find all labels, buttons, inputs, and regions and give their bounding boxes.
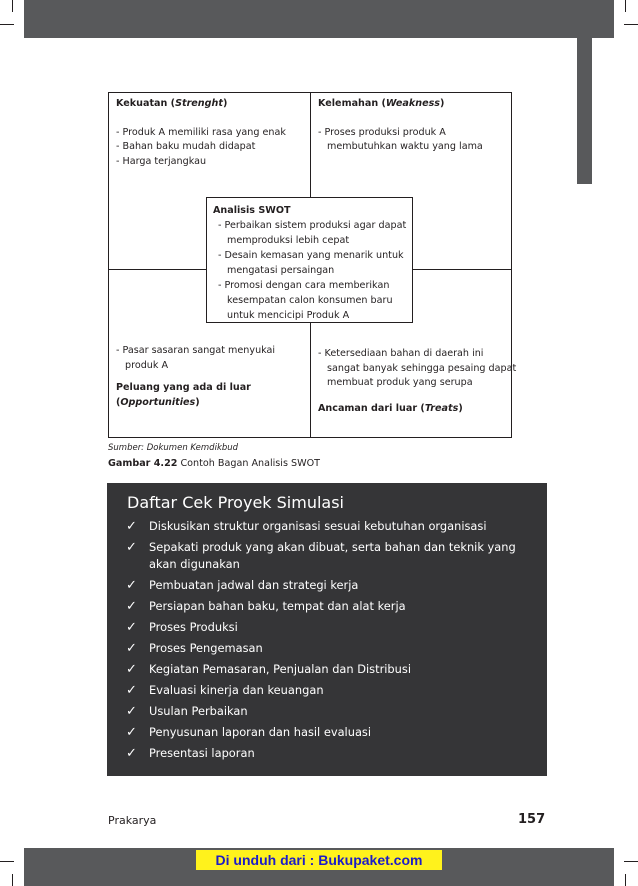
threat-heading: Ancaman dari luar (Treats) [318, 402, 463, 414]
threat-item: - Ketersediaan bahan di daerah ini [318, 348, 484, 359]
center-box-line: mengatasi persaingan [227, 265, 335, 276]
checklist-item: ✓ Persiapan bahan baku, tempat dan alat kerja [126, 599, 406, 614]
check-icon: ✓ [126, 746, 137, 761]
check-icon: ✓ [126, 683, 137, 698]
checklist-item: ✓ Sepakati produk yang akan dibuat, serta bahan dan teknik yang akan digunakan [126, 540, 516, 571]
swot-opportunity-cell [116, 344, 275, 410]
checklist-item: ✓ Proses Pengemasan [126, 641, 263, 656]
crop-mark [625, 874, 626, 886]
opportunity-item: - Pasar sasaran sangat menyukai [116, 345, 276, 356]
swot-analysis-center-box [206, 197, 413, 323]
center-box-line: memproduksi lebih cepat [227, 235, 350, 246]
center-box-line: - Perbaikan sistem produksi agar dapat [218, 220, 407, 231]
download-banner[interactable]: Di unduh dari : Bukupaket.com [196, 850, 442, 870]
check-icon: ✓ [126, 519, 137, 534]
strength-heading: Kekuatan (Strenght) [116, 98, 228, 109]
threat-item-cont: membuat produk yang serupa [327, 377, 473, 388]
strength-item: - Harga terjangkau [116, 155, 207, 167]
checklist-item: ✓ Proses Produksi [126, 620, 238, 635]
footer-subject: Prakarya [108, 814, 157, 827]
page-number: 157 [518, 812, 546, 827]
crop-mark [12, 0, 13, 12]
checklist-item: ✓ Kegiatan Pemasaran, Penjualan dan Distribusi [126, 662, 411, 677]
checklist-title: Daftar Cek Proyek Simulasi [127, 493, 344, 512]
check-icon: ✓ [126, 725, 137, 740]
figure-source: Sumber: Dokumen Kemdikbud [108, 443, 239, 453]
check-icon: ✓ [126, 662, 137, 677]
crop-mark [624, 861, 638, 862]
check-icon: ✓ [126, 704, 137, 719]
checklist-item: ✓ Diskusikan struktur organisasi sesuai kebutuhan organisasi [126, 519, 487, 534]
crop-mark [624, 24, 638, 25]
checklist-item: ✓ Evaluasi kinerja dan keuangan [126, 683, 324, 698]
crop-mark [12, 874, 13, 886]
strength-item: - Produk A memiliki rasa yang enak [116, 126, 286, 138]
check-icon: ✓ [126, 599, 137, 614]
checklist-item: ✓ Usulan Perbaikan [126, 704, 248, 719]
check-icon: ✓ [126, 578, 137, 593]
figure-caption: Gambar 4.22 Contoh Bagan Analisis SWOT [108, 458, 321, 469]
check-icon: ✓ [126, 641, 137, 656]
check-icon: ✓ [126, 540, 137, 555]
side-tab-marker [577, 38, 592, 184]
swot-weakness-cell [318, 97, 483, 155]
checklist-item: ✓ Pembuatan jadwal dan strategi kerja [126, 578, 359, 593]
weakness-heading: Kelemahan (Weakness) [318, 98, 445, 109]
threat-item-cont: sangat banyak sehingga pesaing dapat [327, 362, 517, 374]
checklist-item: ✓ Penyusunan laporan dan hasil evaluasi [126, 725, 372, 740]
crop-mark [0, 861, 14, 862]
opportunity-heading: Peluang yang ada di luar [116, 382, 251, 393]
center-box-line: untuk mencicipi Produk A [227, 310, 350, 321]
checklist-item: ✓ Presentasi laporan [126, 746, 255, 761]
crop-mark [625, 0, 626, 12]
center-box-line: - Desain kemasan yang menarik untuk [218, 250, 404, 261]
weakness-item-cont: membutuhkan waktu yang lama [327, 141, 483, 152]
checklist [126, 518, 536, 766]
top-header-bar [24, 0, 614, 38]
weakness-item: - Proses produksi produk A [318, 126, 446, 138]
strength-item: - Bahan baku mudah didapat [116, 141, 256, 152]
swot-strength-cell [116, 97, 286, 169]
check-icon: ✓ [126, 620, 137, 635]
center-box-line: kesempatan calon konsumen baru [227, 295, 393, 306]
center-box-title: Analisis SWOT [213, 205, 291, 216]
center-box-line: - Promosi dengan cara memberikan [218, 280, 390, 291]
crop-mark [0, 24, 14, 25]
swot-threat-cell [318, 347, 516, 416]
opportunity-item-cont: produk A [125, 359, 169, 371]
opportunity-heading-2: (Opportunities) [116, 396, 200, 408]
